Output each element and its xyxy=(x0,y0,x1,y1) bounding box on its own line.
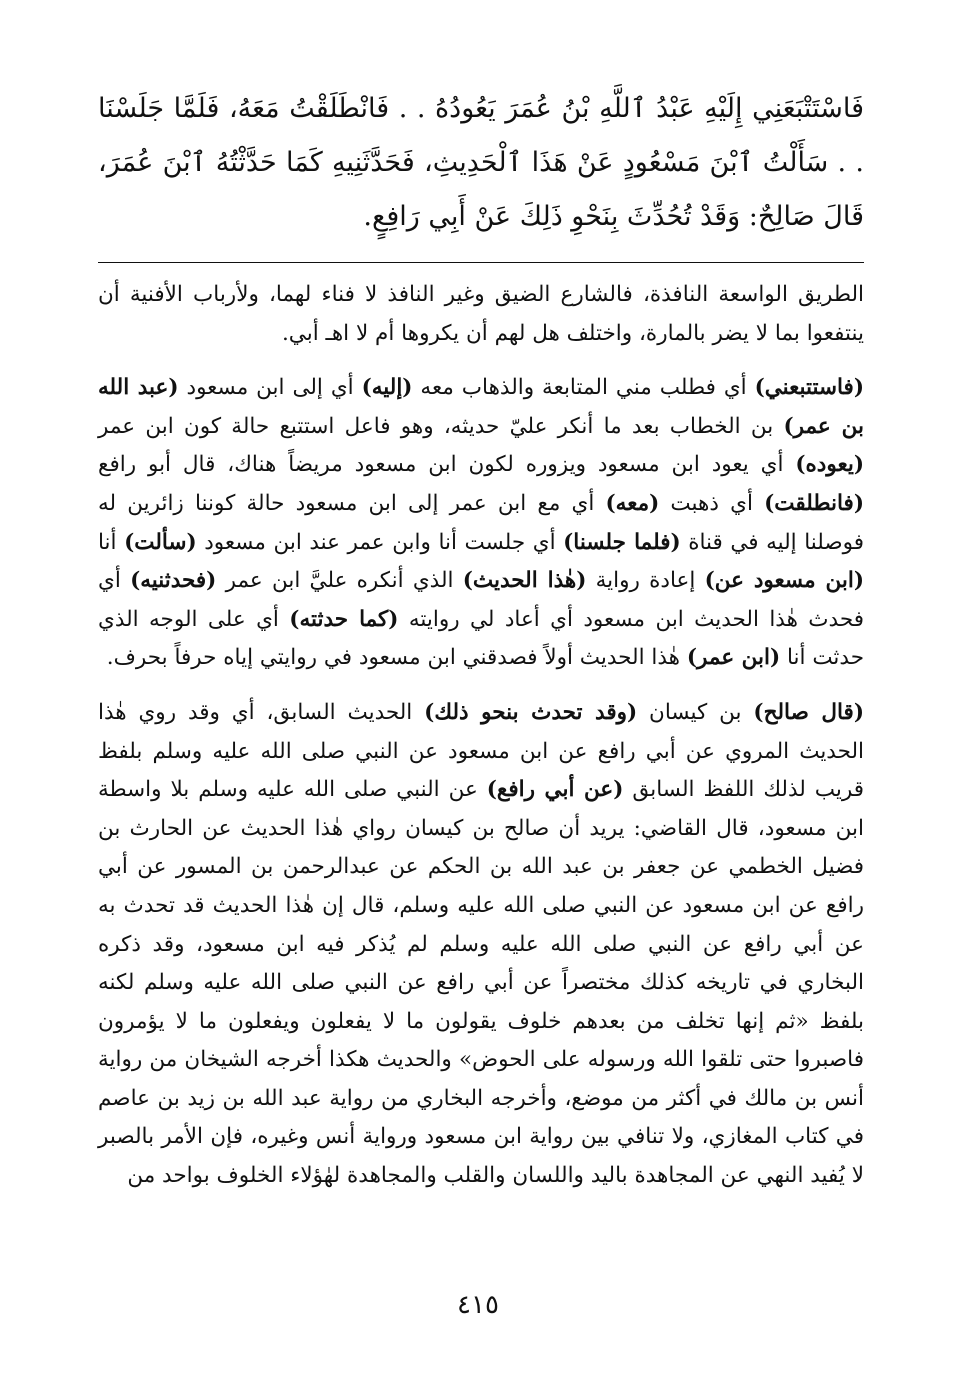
commentary-paragraph-3 xyxy=(98,694,864,1196)
commentary-text: أي جلست أنا وابن عمر عند ابن مسعود xyxy=(196,529,564,555)
keyword: (فانطلقت) xyxy=(764,490,864,516)
keyword: (هٰذا الحديث) xyxy=(462,568,587,594)
commentary-text: أي مع ابن عمر إلى ابن مسعود حالة كوننا زائرين له فوصلنا إليه في قناة xyxy=(98,490,865,555)
commentary-text: بن الخطاب بعد ما أنكر عليّ حديثه، وهو فاعل استتبع حالة كون ابن عمر xyxy=(98,413,784,439)
commentary-text: الذي أنكره عليَّ ابن عمر xyxy=(216,568,463,594)
keyword: (ابن عمر) xyxy=(686,645,781,671)
commentary-text: أنا xyxy=(98,529,125,555)
keyword: (عبد الله بن عمر) xyxy=(98,375,864,439)
commentary-text: أي إلى ابن مسعود xyxy=(178,375,362,401)
commentary-paragraph-2 xyxy=(98,369,864,678)
keyword: (عن أبي رافع) xyxy=(486,777,624,803)
commentary-text: إعادة رواية xyxy=(586,568,705,594)
keyword: (فحدثنيه) xyxy=(130,568,217,594)
commentary-text: أي يعود ابن مسعود ويزوره لكون ابن مسعود مريضاً هناك، قال أبو رافع xyxy=(98,452,796,478)
commentary-text: عن النبي صلى الله عليه وسلم بلا واسطة ابن مسعود، قال القاضي: يريد أن صالح بن كيسان رواي هٰذا الحديث عن الحارث بن فضيل الخطمي عن جعفر بن عبد الله بن الحكم عن عبدالرحمن بن المسور عن أبي رافع عن ابن مسعود عن النبي صلى الله عليه وسلم، قال إن هٰذا الحديث قد تحدث به عن أبي رافع عن النبي صلى الله عليه وسلم لم يُذكر فيه ابن مسعود، وقد ذكره البخاري في تاريخه كذلك مختصراً عن أبي رافع عن النبي صلى الله عليه وسلم لكنه بلفظ «ثم إنها تخلف من بعدهم خلوف يقولون ما لا يفعلون ويفعلون ما لا يؤمرون فاصبروا حتى تلقوا الله ورسوله على الحوض» والحديث هكذا أخرجه الشيخان من رواية أنس بن مالك في أكثر من موضع، وأخرجه البخاري من رواية عبد الله بن زيد بن عاصم في كتاب المغازي، ولا تنافي بين رواية ابن مسعود ورواية أنس وغيره، فإن الأمر بالصبر لا يُفيد النهي عن المجاهدة باليد واللسان والقلب والمجاهدة لهٰؤلاء الخلوف بواحد من xyxy=(98,777,864,1189)
keyword: (كما حدثته) xyxy=(289,606,399,632)
footnote-divider xyxy=(98,262,864,263)
commentary-text: أي على الوجه الذي حدثت أنا xyxy=(98,606,864,671)
commentary-text: بن كيسان xyxy=(637,699,754,725)
keyword: (معه) xyxy=(605,490,660,516)
keyword: (فلما جلسنا) xyxy=(563,529,681,555)
commentary-block xyxy=(98,276,864,1196)
commentary-paragraph-1: الطريق الواسعة النافذة، فالشارع الضيق وغير النافذ لا فناء لهما، ولأرباب الأفنية أن ينتفعوا بما لا يضر بالمارة، واختلف هل لهم أن يكروها أم لا اهـ أبي. xyxy=(98,282,864,346)
hadith-text-block xyxy=(98,82,864,244)
keyword: (قال صالح) xyxy=(753,699,864,725)
commentary-text: هٰذا الحديث أولاً فصدقني ابن مسعود في روايتي إياه حرفاً بحرف. xyxy=(106,645,687,671)
page-number: ٤١٥ xyxy=(457,1290,499,1320)
commentary-text: أي ذهبت xyxy=(659,490,765,516)
keyword: (يعوده) xyxy=(795,452,864,478)
commentary-text: أي فحدث هٰذا الحديث ابن مسعود أي أعاد لي روايته xyxy=(98,568,864,632)
commentary-text: أي فطلب مني المتابعة والذهاب معه xyxy=(412,375,755,401)
keyword: (وقد تحدث بنحو ذلك) xyxy=(424,699,638,725)
keyword: (ابن مسعود عن) xyxy=(704,568,864,594)
keyword: (فاستتبعني) xyxy=(754,375,864,401)
keyword: (إليه) xyxy=(361,375,413,401)
hadith-text: فَاسْتَتْبَعَنِي إِلَيْهِ عَبْدُ ٱللَّهِ بْنُ عُمَرَ يَعُودُهُ . . فَانْطَلَقْتُ مَعَهُ، فَلَمَّا جَلَسْنَا . . سَأَلْتُ ٱبْنَ مَسْعُودٍ عَنْ هَذَا ٱلْحَدِيثِ، فَحَدَّثَنِيهِ كَمَا حَدَّثْتُهُ ٱبْنَ عُمَرَ، قَالَ صَالِحٌ: وَقَدْ تُحُدِّثَ بِنَحْوِ ذَلِكَ عَنْ أَبِي رَافِعٍ. xyxy=(98,93,864,232)
commentary-text: الحديث السابق، أي وقد روي هٰذا الحديث المروي عن أبي رافع عن ابن مسعود عن النبي صلى الله عليه وسلم بلفظ قريب لذلك اللفظ السابق xyxy=(98,699,864,803)
keyword: (سألت) xyxy=(124,529,197,555)
